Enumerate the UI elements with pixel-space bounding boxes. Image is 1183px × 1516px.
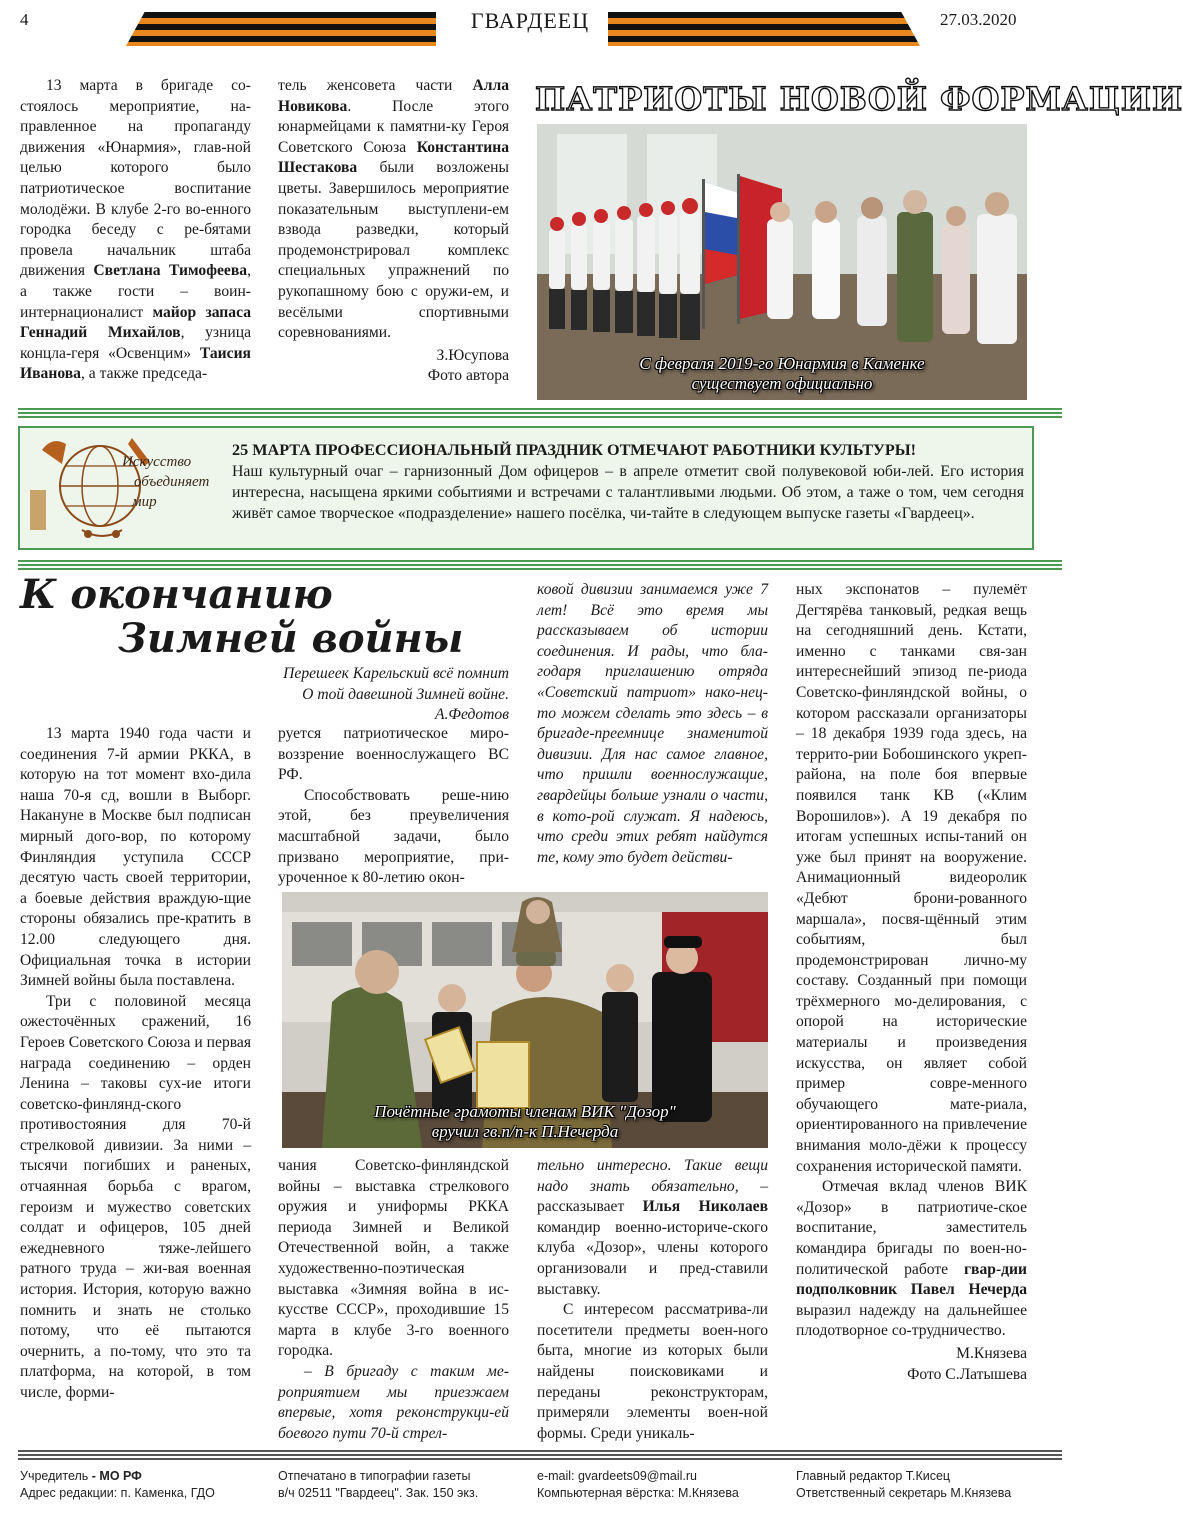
- newspaper-name: ГВАРДЕЕЦ: [470, 8, 590, 33]
- epigraph-author: А.Федотов: [434, 706, 509, 724]
- culture-logo-line2: объединяет: [134, 474, 210, 490]
- divider-bottom: [18, 1450, 1062, 1460]
- culture-logo-line1: Искусство: [122, 454, 192, 470]
- footer-contacts: e-mail: gvardeets09@mail.ru Компьютерная вёрстка: М.Князева: [537, 1469, 739, 1500]
- page-number: 4: [20, 10, 29, 29]
- article2-col1: 13 марта 1940 года части и соединения 7-й армии РККА, в которую на тот момент вхо-дила наша 70-я сд, вошли в Выборг. Накануне в Москве был подписан мирный дого-вор, по которому Финляндия уступила СССР десятую часть своей территории, а боевые действия враждую-щие стороны обязались пре-кратить в 12.00 следующего дня. Официальная точка в истории Зимней войны была поставлена. Три с половиной месяца ожесточённых сражений, 16 Героев Советского Союза и первая награда соединению – орден Ленина – таковы сух-ие итоги советско-финлянд-ского противостояния для 70-й стрелковой дивизии. За ними – тысячи погибших и раненых, отчаянная борьба с врагом, героизм и мужество советских солдат и офицеров, 105 дней ежедневного тяже-лейшего ратного труда – жи-вая военная история. История, которую важно помнить и знать не столько потому, что её пытаются очернить, а по-тому, что это та платформа, на которой, в том числе, форми-: [20, 725, 251, 1401]
- culture-text: Наш культурный очаг – гарнизонный Дом офицеров – в апреле отметит свой полувековой юби-лей. Его история интересна, насыщена яркими событиями и встречами с талантливыми людьми. Об этом, а таже о том, чем сегодня живёт самое творческое «подразделение» нашего посёлка, чи-тайте в следующем выпуске газеты «Гвардеец».: [232, 463, 1024, 522]
- issue-date: 27.03.2020: [940, 10, 1017, 29]
- article2-col3-top: ковой дивизии занимаемся уже 7 лет! Всё это время мы рассказываем об истории соединения. И рады, что бла-годаря приглашению отряда «Советский патриот» нако-нец-то можем сделать это здесь – в бригаде-преемнице знаменитой дивизии. Для нас самое главное, что пришли военнослужащие, гвардейцы больше узнали о части, в кото-рой служат. Я надеюсь, что среди этих ребят найдутся те, кому это будет действи-: [537, 581, 768, 866]
- epigraph: Перешеек Карельский всё помнит О той давешной Зимней войне. А.Федотов: [200, 664, 509, 726]
- article2-col2-top: руется патриотическое миро-воззрение военнослужащего ВС РФ. Способствовать реше-нию этой, без преувеличения масштабной задачи, было призвано мероприятие, при-уроченное к 80-летию окон-: [278, 725, 509, 887]
- footer-print: Отпечатано в типографии газеты в/ч 02511 "Гвардеец". Зак. 150 экз.: [278, 1469, 479, 1500]
- article1-photo-credit: Фото автора: [427, 367, 509, 385]
- article2-title-line1: К окончанию: [20, 571, 333, 618]
- footer-email[interactable]: e-mail: gvardeets09@mail.ru: [537, 1469, 697, 1483]
- ribbon-right: [608, 12, 920, 46]
- article2-col3-bottom: тельно интересно. Такие вещи надо знать обязательно, – рассказывает Илья Николаев командир военно-историче-ского клуба «Дозор», члены которого организовали и пред-ставили выставку. С интересом рассматрива-ли посетители предметы воен-ного быта, многие из которых были найдены поисковиками и переданы реконструкторам, примеряли элементы воен-ной формы. Среди уникаль-: [537, 1157, 768, 1442]
- yunarmia-photo: [537, 124, 1027, 400]
- article2-col4: ных экспонатов – пулемёт Дегтярёва танковый, редкая вещь на сегодняшний день. Кстати, именно с танками свя-зан интереснейший эпизод пе-риода Советско-финляндской войны, о котором рассказали организаторы – 18 декабря 1939 года здесь, на террито-рии Бобошинского укреп-района, на поле боя впервые появился танк КВ («Клим Ворошилов»). А 19 декабря по итогам успешных испы-таний он уже был принят на вооружение. Анимационный видеоролик «Дебют брони-рованного маршала», посвя-щённый этим событиям, был продемонстрирован лично-му составу. Созданный при помощи трёхмерного мо-делирования, с опорой на исторические материалы и произведения искусства, он являет собой пример совре-менного обучающего мате-риала, ориентированного на привлечение внимания моло-дёжи к процессу сохранения исторической памяти. Отмечая вклад членов ВИК «Дозор» в патриотиче-ское воспитание, заместитель командира бригады по воен-но-политической работе гвар-дии подполковник Павел Нечерда выразил надежду на дальнейшее плодотворное со-трудничество. М.Князева Фото С.Латышева: [796, 580, 1027, 1385]
- article1-col1: 13 марта в бригаде со-стоялось мероприятие, на-правленное на пропаганду движения «Юнармия», глав-ной целью которого было патриотическое воспитание молодёжи. В клубе 2-го во-енного городка беседу с ре-бятами провела начальник штаба движения Светлана Тимофеева, а также гости – воин-интернационалист майор запаса Геннадий Михайлов, узница концла-геря «Освенцим» Таисия Иванова, а также председа-: [20, 77, 251, 383]
- culture-banner: [18, 426, 1034, 550]
- dozor-photo: [282, 892, 768, 1148]
- culture-logo: [22, 430, 222, 546]
- article2-title-line2: Зимней войны: [118, 615, 464, 662]
- divider-top: [18, 408, 1062, 420]
- article1-col2: тель женсовета части Алла Новикова. После этого юнармейцами к памятни-ку Героя Советского Союза Константина Шестакова были возложены цветы. Завершилось мероприятие показательным выступлени-ем взвода разведки, который продемонстрировал комплекс специальных упражнений по рукопашному бою с оружи-ем, и весёлыми спортивными соревнованиями. З.Юсупова Фото автора: [278, 76, 509, 387]
- page-header: [0, 0, 1080, 55]
- article2-photo-credit: Фото С.Латышева: [907, 1365, 1027, 1383]
- dozor-photo-caption: Почётные грамоты членам ВИК "Дозор" вручил гв.п/п-к П.Нечерда: [374, 1102, 676, 1141]
- culture-headline: 25 МАРТА ПРОФЕССИОНАЛЬНЫЙ ПРАЗДНИК ОТМЕЧАЮТ РАБОТНИКИ КУЛЬТУРЫ!: [232, 441, 917, 459]
- footer-founder: Учредитель - МО РФ Адрес редакции: п. Каменка, ГДО: [20, 1469, 215, 1500]
- article2-col2-bottom: чания Советско-финляндской войны – выставка стрелкового оружия и униформы РККА периода Зимней и Великой Отечественной войн, а также художественно-поэтическая выставка «Зимняя война в ис-кусстве СССР», проходившие 15 марта в клубе 3-го военного городка. – В бригаду с таким ме-роприятием мы приезжаем впервые, хотя реконструкци-ей боевого пути 70-й стрел-: [278, 1157, 509, 1442]
- article1-author: З.Юсупова: [436, 346, 509, 364]
- article2-author: М.Князева: [956, 1344, 1027, 1362]
- culture-logo-line3: мир: [132, 494, 157, 510]
- footer-editors: Главный редактор Т.Кисец Ответственный секретарь М.Князева: [796, 1469, 1012, 1500]
- ribbon-left: [126, 12, 436, 46]
- yunarmia-photo-caption: С февраля 2019-го Юнармия в Каменке существует официально: [639, 354, 925, 393]
- article1-title: ПАТРИОТЫ НОВОЙ ФОРМАЦИИ: [535, 80, 1183, 118]
